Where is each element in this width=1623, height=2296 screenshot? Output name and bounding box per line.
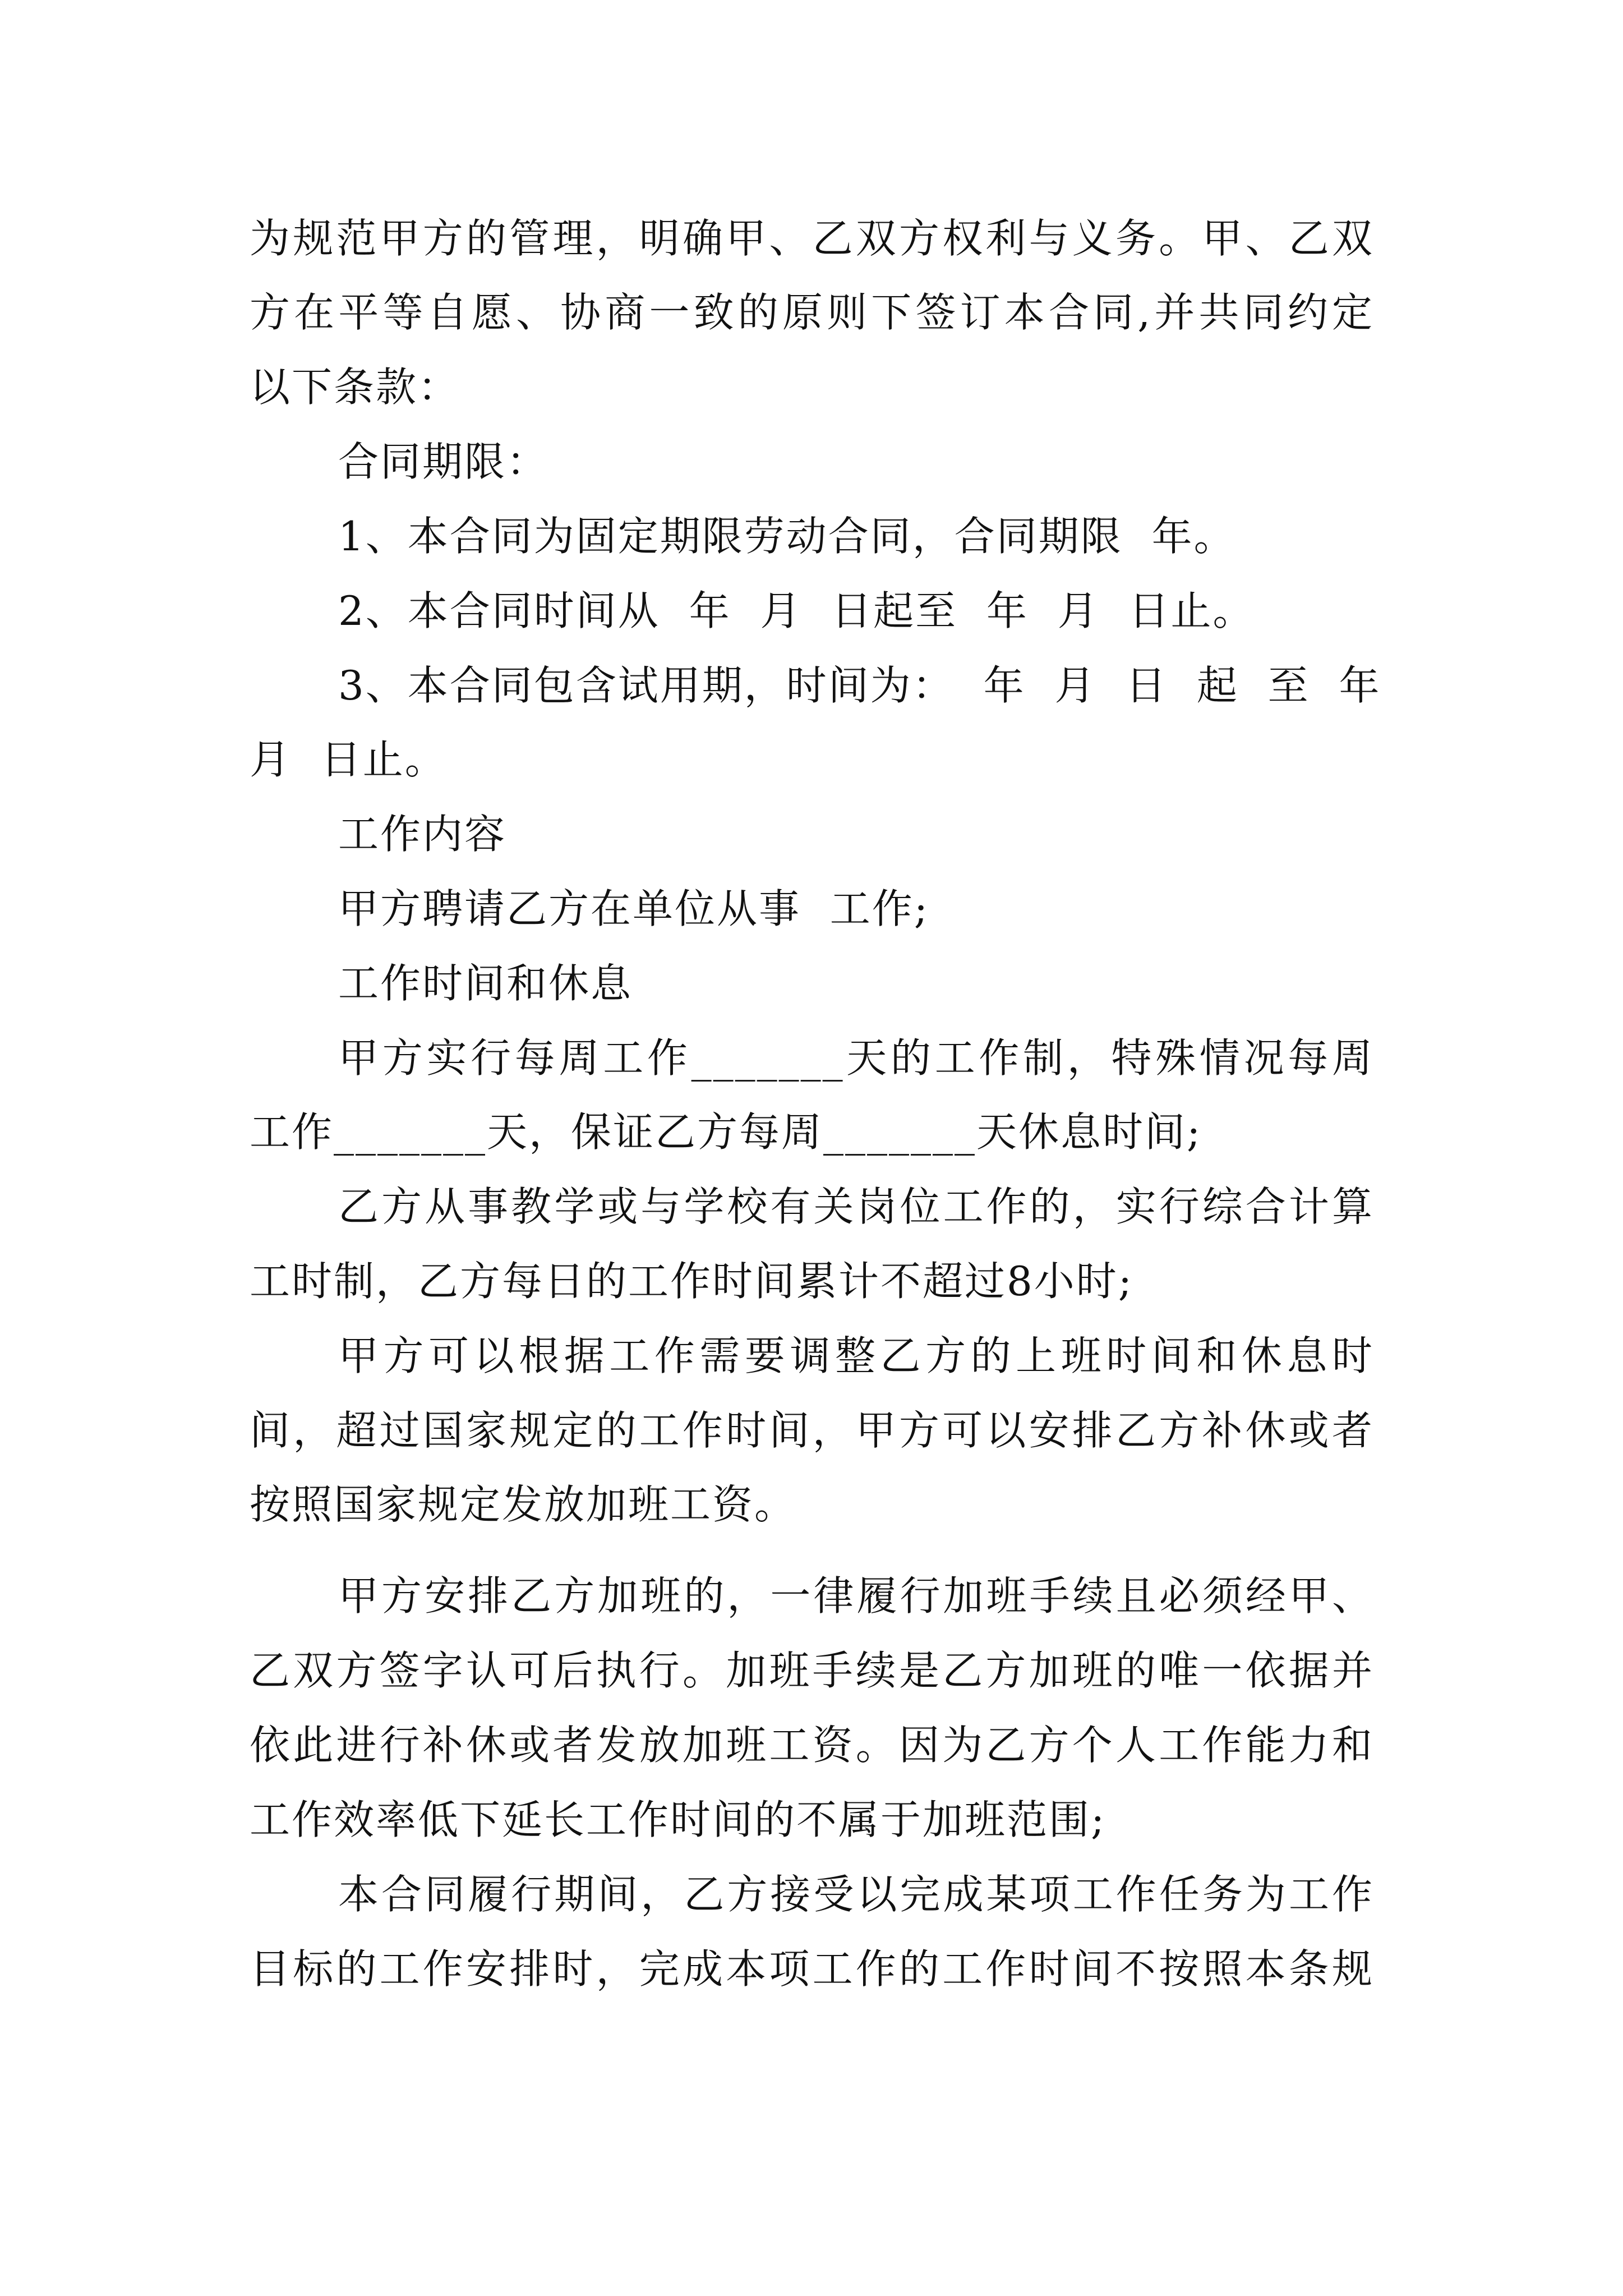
text-line: 间，超过国家规定的工作时间，甲方可以安排乙方补休或者 [250, 1407, 1374, 1454]
section-heading-work-content: 工作内容 [338, 811, 507, 858]
section-heading-term: 合同期限： [338, 438, 549, 485]
text-line: 甲方可以根据工作需要调整乙方的上班时间和休息时 [338, 1332, 1374, 1379]
text-line: 依此进行补休或者发放加班工资。因为乙方个人工作能力和 [250, 1722, 1374, 1769]
text-line: 月 日止。 [250, 736, 447, 783]
section-heading-work-hours: 工作时间和休息 [338, 960, 633, 1007]
text-line: 2、本合同时间从 年 月 日起至 年 月 日止。 [338, 587, 1255, 634]
text-line: 3、本合同包含试用期，时间为： 年 月 日 起 至 年 [338, 662, 1381, 709]
text-line: 按照国家规定发放加班工资。 [250, 1481, 797, 1528]
text-line: 方在平等自愿、协商一致的原则下签订本合同,并共同约定 [250, 289, 1374, 336]
text-line: 工时制，乙方每日的工作时间累计不超过8小时; [250, 1258, 1134, 1305]
text-line: 工作效率低下延长工作时间的不属于加班范围; [250, 1796, 1106, 1843]
text-line: 工作_______天，保证乙方每周_______天休息时间; [250, 1108, 1202, 1156]
text-line: 甲方实行每周工作_______天的工作制，特殊情况每周 [338, 1034, 1374, 1082]
text-line: 1、本合同为固定期限劳动合同，合同期限 年。 [338, 513, 1236, 560]
text-line: 本合同履行期间，乙方接受以完成某项工作任务为工作 [338, 1871, 1374, 1918]
text-line: 乙双方签字认可后执行。加班手续是乙方加班的唯一依据并 [250, 1647, 1374, 1694]
text-line: 甲方聘请乙方在单位从事 工作; [338, 885, 930, 932]
text-line: 以下条款： [250, 364, 460, 411]
text-line: 目标的工作安排时，完成本项工作的工作时间不按照本条规 [250, 1945, 1374, 1993]
text-line: 甲方安排乙方加班的，一律履行加班手续且必须经甲、 [338, 1572, 1374, 1619]
text-line: 乙方从事教学或与学校有关岗位工作的，实行综合计算 [338, 1183, 1374, 1230]
text-line: 为规范甲方的管理，明确甲、乙双方权利与义务。甲、乙双 [250, 215, 1374, 262]
